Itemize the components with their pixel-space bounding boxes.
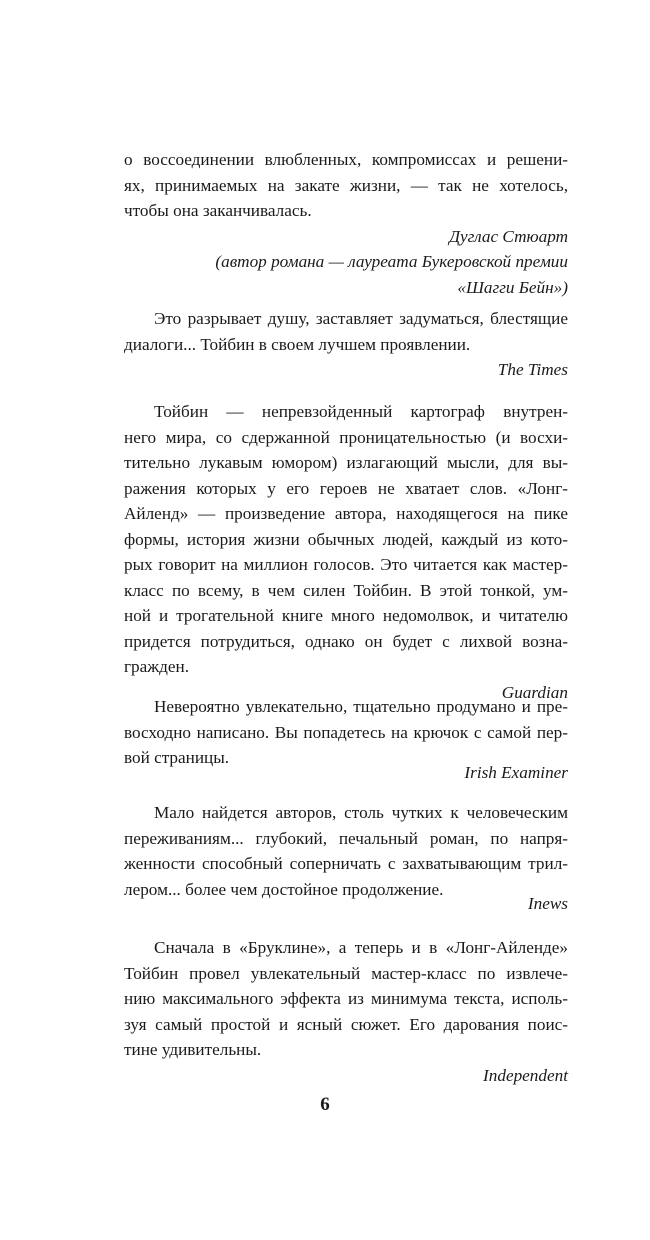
quote-line: ражения которых у его героев не хватает слов. «Лонг- bbox=[124, 478, 568, 498]
quote-block bbox=[124, 399, 568, 705]
quote-attribution: The Times bbox=[497, 360, 568, 379]
page-number: 6 bbox=[320, 1094, 330, 1115]
quote-line: класс по всему, в чем силен Тойбин. В этой тонкой, ум- bbox=[124, 580, 568, 600]
quote-line: придется потрудиться, однако он будет с лихвой возна- bbox=[124, 631, 568, 651]
quote-attribution: Дуглас Стюарт bbox=[449, 226, 568, 246]
quote-attribution: Irish Examiner bbox=[464, 762, 568, 782]
quote-line: переживаниям... глубокий, печальный роман, по напря- bbox=[124, 828, 568, 848]
quote-line: ной и трогательной книге много недомолвок, и читателю bbox=[124, 606, 568, 625]
quote-line: о воссоединении влюбленных, компромиссах и решени- bbox=[124, 150, 568, 169]
quote-line: Невероятно увлекательно, тщательно продумано и пре- bbox=[154, 697, 568, 716]
quote-line: него мира, со сдержанной проницательностью (и восхи- bbox=[124, 427, 568, 447]
quote-line: Это разрывает душу, заставляет задуматься, блестящие bbox=[154, 309, 568, 328]
quote-block bbox=[124, 147, 568, 300]
quote-line: ях, принимаемых на закате жизни, — так не хотелось, bbox=[124, 175, 568, 195]
quote-block bbox=[124, 694, 568, 785]
quote-line: гражден. bbox=[124, 657, 190, 676]
quote-line: чтобы она заканчивалась. bbox=[124, 201, 312, 220]
quote-line: Айленд» — произведение автора, находящегося на пике bbox=[124, 504, 568, 523]
quote-line: тительно лукавым юмором) излагающий мысли, для вы- bbox=[124, 453, 568, 472]
quote-line: диалоги... Тойбин в своем лучшем проявлении. bbox=[124, 334, 471, 354]
quote-line: Тойбин провел увлекательный мастер-класс по извлече- bbox=[124, 963, 568, 983]
quote-line: формы, история жизни обычных людей, каждый из кото- bbox=[124, 529, 568, 549]
quote-attribution: Independent bbox=[483, 1065, 568, 1085]
quote-attribution: «Шагги Бейн») bbox=[457, 277, 568, 297]
quote-line: нию максимального эффекта из минимума текста, исполь- bbox=[124, 989, 568, 1008]
quote-line: тине удивительны. bbox=[124, 1040, 262, 1059]
quote-block bbox=[124, 306, 568, 383]
quote-line: вой страницы. bbox=[124, 748, 230, 767]
quote-line: восходно написано. Вы попадетесь на крючок с самой пер- bbox=[124, 722, 568, 742]
quote-block bbox=[124, 800, 568, 917]
quote-line: Сначала в «Бруклине», а теперь и в «Лонг-Айленде» bbox=[154, 938, 568, 957]
quote-line: зуя самый простой и ясный сюжет. Его дарования поис- bbox=[124, 1014, 568, 1034]
quote-attribution: Inews bbox=[527, 894, 568, 913]
quote-attribution: Guardian bbox=[501, 682, 568, 702]
quote-block bbox=[124, 935, 568, 1088]
quote-line: Тойбин — непревзойденный картограф внутрен- bbox=[154, 402, 568, 421]
quote-attribution: (автор романа — лауреата Букеровской премии bbox=[215, 252, 568, 271]
quote-line: Мало найдется авторов, столь чутких к человеческим bbox=[154, 803, 568, 822]
quote-line: женности способный соперничать с захватывающим трил- bbox=[124, 854, 568, 873]
quote-line: рых говорит на миллион голосов. Это читается как мастер- bbox=[124, 555, 568, 574]
quote-line: лером... более чем достойное продолжение. bbox=[124, 879, 444, 899]
